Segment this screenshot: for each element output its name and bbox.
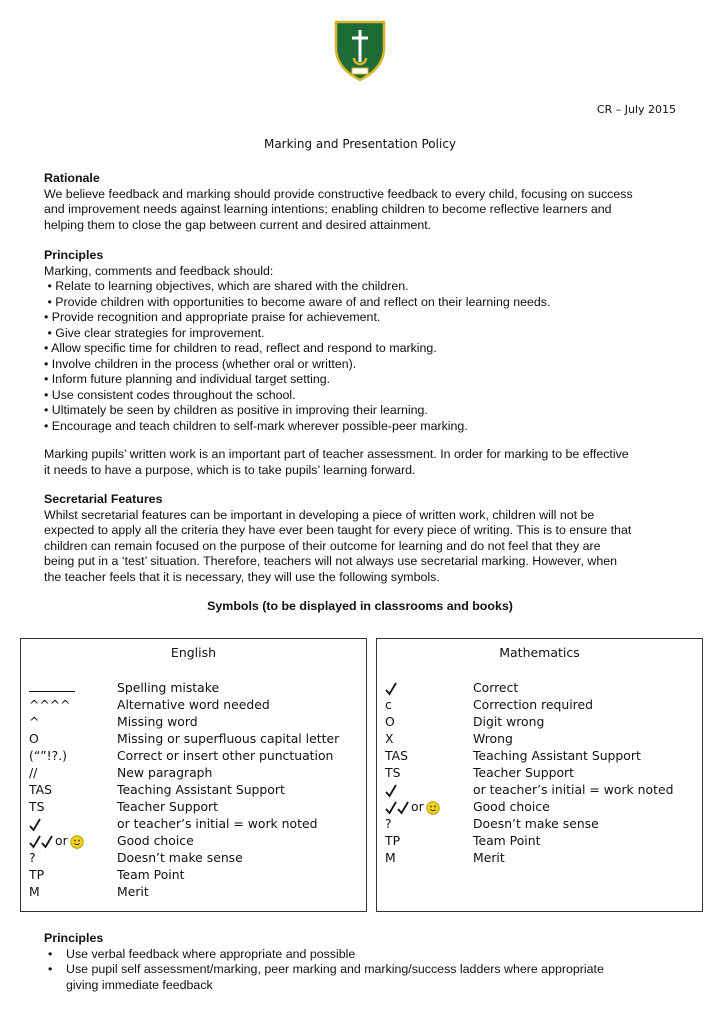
principles-section: [44, 248, 680, 434]
symbol-row: [385, 798, 698, 815]
rationale-line: and improvement needs against learning intentions; enabling children to become reflective learners and: [44, 202, 612, 216]
symbol-code: TP: [385, 833, 401, 848]
symbol-meaning: Teacher Support: [117, 799, 218, 814]
tick-icon: [385, 682, 397, 696]
underline-symbol: [29, 679, 75, 692]
symbol-code: ?: [385, 816, 392, 831]
symbol-code: O: [385, 714, 395, 729]
symbol-meaning: Team Point: [117, 867, 185, 882]
symbol-row: [385, 713, 698, 730]
symbol-row: [385, 764, 698, 781]
symbol-code: TAS: [29, 782, 52, 797]
secretarial-line: children can remain focused on the purpose of their outcome for learning and do not feel that they are: [44, 538, 601, 553]
principles-section-2: [44, 931, 680, 993]
symbol-meaning: Correct: [473, 680, 519, 695]
symbol-code: ^^^^: [29, 697, 71, 712]
symbol-row: [29, 747, 362, 764]
maths-title: Mathematics: [499, 645, 580, 660]
rationale-section: [44, 171, 680, 233]
secretarial-section: [44, 492, 680, 585]
secretarial-line: being put in a ‘test’ situation. Therefore, teachers will not always use secretarial marking. However, when: [44, 554, 618, 568]
symbol-code: TP: [29, 867, 45, 882]
symbol-row: [29, 679, 362, 696]
symbol-meaning: Correction required: [473, 697, 593, 712]
symbol-meaning: Doesn’t make sense: [117, 850, 243, 865]
principle-item: • Involve children in the process (whether oral or written).: [44, 356, 357, 371]
rationale-heading: Rationale: [44, 171, 100, 185]
principle-item: • Ultimately be seen by children as positive in improving their learning.: [44, 403, 428, 417]
symbol-code: TAS: [385, 748, 408, 763]
or-label: or: [411, 799, 424, 814]
symbol-meaning: Correct or insert other punctuation: [117, 748, 334, 763]
principles-heading: Principles: [44, 248, 104, 262]
symbols-title: Symbols (to be displayed in classrooms and books): [207, 599, 513, 613]
tick-icon: [385, 801, 397, 815]
symbol-code: c: [385, 697, 392, 712]
secretarial-line: Whilst secretarial features can be important in developing a piece of written work, children will not be: [44, 507, 595, 522]
symbol-meaning: Missing word: [117, 714, 198, 729]
secretarial-line: the teacher feels that it is necessary, they will use the following symbols.: [44, 569, 440, 584]
principle-item: • Use verbal feedback where appropriate and possible: [44, 947, 680, 963]
symbol-meaning: or teacher’s initial = work noted: [473, 782, 674, 797]
symbol-row: [385, 781, 698, 798]
smiley-icon: [70, 835, 84, 849]
symbol-meaning: Team Point: [473, 833, 541, 848]
symbol-meaning: Digit wrong: [473, 714, 545, 729]
symbol-row: [385, 730, 698, 747]
english-title: English: [170, 645, 217, 660]
principle-item: • Provide children with opportunities to become aware of and reflect on their learning needs.: [44, 294, 551, 309]
symbol-meaning: Doesn’t make sense: [473, 816, 599, 831]
tick-icon: [29, 835, 41, 849]
symbol-code: M: [29, 884, 40, 899]
symbol-row: [385, 832, 698, 849]
symbol-meaning: Wrong: [473, 731, 513, 746]
symbol-code: //: [29, 765, 38, 780]
principles-intro: Marking, comments and feedback should:: [44, 263, 274, 278]
symbol-meaning: Good choice: [117, 833, 194, 848]
principle-item: • Allow specific time for children to read, reflect and respond to marking.: [44, 341, 437, 355]
symbol-code: ?: [29, 850, 36, 865]
principle-item: • Relate to learning objectives, which are shared with the children.: [44, 279, 409, 293]
symbol-code: TS: [385, 765, 401, 780]
symbol-code: M: [385, 850, 396, 865]
symbol-row: [29, 866, 362, 883]
principle-item: • Use consistent codes throughout the school.: [44, 387, 296, 402]
maths-symbols-box: [376, 638, 703, 912]
symbol-row: [385, 679, 698, 696]
symbol-row: [385, 849, 698, 866]
symbol-meaning: Alternative word needed: [117, 697, 270, 712]
symbol-row: [29, 781, 362, 798]
principle-item: • Use pupil self assessment/marking, peer marking and marking/success ladders where appropriate: [44, 962, 680, 978]
document-reference: CR – July 2015: [596, 103, 676, 116]
principle-item: • Provide recognition and appropriate praise for achievement.: [44, 310, 381, 324]
symbol-meaning: or teacher’s initial = work noted: [117, 816, 318, 831]
symbol-code: (“”!?.): [29, 748, 67, 763]
symbol-code: X: [385, 731, 394, 746]
tick-icon: [397, 801, 409, 815]
symbol-row: [29, 798, 362, 815]
principle-item: • Encourage and teach children to self-mark wherever possible-peer marking.: [44, 418, 468, 433]
symbol-row: [29, 832, 362, 849]
marking-line: it needs to have a purpose, which is to take pupils’ learning forward.: [44, 462, 416, 477]
principle-item: • Give clear strategies for improvement.: [44, 325, 265, 340]
smiley-icon: [426, 801, 440, 815]
symbol-meaning: Merit: [473, 850, 505, 865]
marking-paragraph: [44, 447, 680, 478]
symbol-meaning: Teaching Assistant Support: [117, 782, 285, 797]
symbol-row: [29, 730, 362, 747]
rationale-line: helping them to close the gap between current and desired attainment.: [44, 217, 432, 232]
symbol-meaning: Merit: [117, 884, 149, 899]
page-title: Marking and Presentation Policy: [263, 137, 457, 151]
symbol-row: [385, 815, 698, 832]
symbol-row: [29, 849, 362, 866]
symbol-row: [29, 713, 362, 730]
symbol-row: [29, 764, 362, 781]
marking-line: Marking pupils’ written work is an important part of teacher assessment. In order for marking to be effective: [44, 447, 629, 461]
principle-item-continued: giving immediate feedback: [66, 977, 213, 992]
symbol-meaning: Good choice: [473, 799, 550, 814]
symbol-meaning: Missing or superfluous capital letter: [117, 731, 340, 746]
tick-icon: [41, 835, 53, 849]
symbol-row: [385, 696, 698, 713]
principle-item: • Inform future planning and individual target setting.: [44, 372, 331, 386]
principles-heading: Principles: [44, 931, 104, 945]
symbol-row: [29, 883, 362, 900]
symbol-code: O: [29, 731, 39, 746]
symbol-code: TS: [29, 799, 45, 814]
symbol-row: [29, 696, 362, 713]
symbol-meaning: New paragraph: [117, 765, 213, 780]
symbol-meaning: Teacher Support: [473, 765, 574, 780]
school-crest-logo: [330, 18, 390, 82]
or-label: or: [55, 833, 68, 848]
tick-icon: [385, 784, 397, 798]
secretarial-line: expected to apply all the criteria they have ever been taught for every piece of writing. This is to ensure that: [44, 523, 632, 537]
secretarial-heading: Secretarial Features: [44, 492, 163, 506]
symbol-meaning: Teaching Assistant Support: [473, 748, 641, 763]
symbol-row: [385, 747, 698, 764]
tick-icon: [29, 818, 41, 832]
symbol-meaning: Spelling mistake: [117, 680, 220, 695]
rationale-line: We believe feedback and marking should provide constructive feedback to every child, focusing on success: [44, 186, 633, 201]
symbol-row: [29, 815, 362, 832]
symbol-code: ^: [29, 714, 40, 729]
english-symbols-box: [20, 638, 367, 912]
